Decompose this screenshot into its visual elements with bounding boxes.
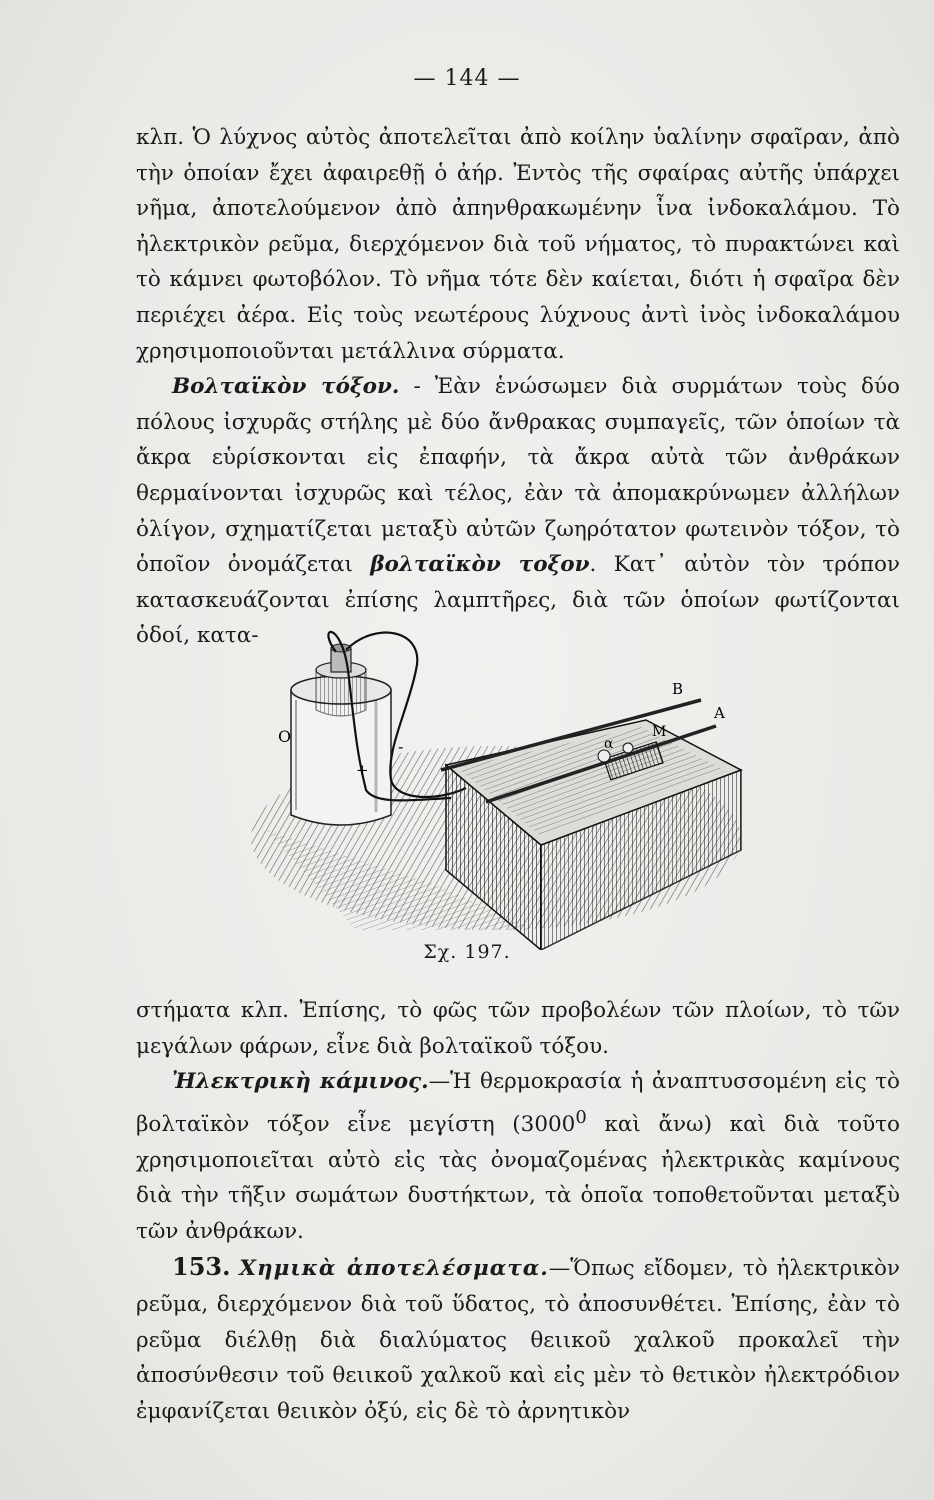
figure-caption: Σχ. 197. — [423, 941, 511, 963]
section-number: 153. — [172, 1252, 231, 1282]
label-b: B — [672, 680, 684, 698]
label-o: O — [278, 727, 292, 746]
paragraph-chemical-effects — [136, 1249, 900, 1429]
furnace-body-b: καὶ ἄνω) καὶ διὰ τοῦτο χρησιμοποιεῖται αὐτὸ εἰς τὰς ὀνομαζομένας ἠλεκτρικὰς καμίνους διὰ τὴν τῆξιν σωμάτων δυστήκτων, τὰ ὁποῖα τοποθετοῦνται μεταξὺ τῶν ἀνθράκων. — [136, 1111, 900, 1244]
upper-text-block — [136, 120, 900, 654]
label-plus: + — [356, 761, 369, 779]
heading-electric-furnace: Ἠλεκτρικὴ κάμινος. — [172, 1069, 429, 1095]
degree-superscript: 0 — [575, 1106, 587, 1128]
label-alpha: α — [604, 736, 614, 752]
lower-text-block — [136, 993, 900, 1429]
label-a: A — [714, 704, 725, 722]
voltaic-arc-tail: . Κατ᾽ αὐτὸν τὸν τρόπον κατασκευάζονται ἐπίσης λαμπτῆρες, διὰ τῶν ὁποίων φωτίζονται ὁδοί, κατα- — [136, 552, 901, 649]
paragraph-electric-furnace — [136, 1064, 900, 1249]
paragraph-searchlights: στήματα κλπ. Ἐπίσης, τὸ φῶς τῶν προβολέων τῶν πλοίων, τὸ τῶν μεγάλων φάρων, εἶνε διὰ βολταϊκοῦ τόξου. — [136, 998, 900, 1059]
chemical-effects-body: —Ὅπως εἴδομεν, τὸ ἠλεκτρικὸν ρεῦμα, διερχόμενον διὰ τοῦ ὕδατος, τὸ ἀποσυνθέτει. Ἐπίσης, ἐὰν τὸ ρεῦμα διέλθῃ διὰ διαλύματος θειικοῦ χαλκοῦ προκαλεῖ τὴν ἀποσύνθεσιν τοῦ θειικοῦ χαλκοῦ καὶ εἰς μὲν τὸ θετικὸν ἠλεκτρόδιον ἐμφανίζεται θειικὸν ὀξύ, εἰς δὲ τὸ ἀρνητικὸν — [136, 1256, 900, 1424]
paragraph-lamp: κλπ. Ὁ λύχνος αὐτὸς ἀποτελεῖται ἀπὸ κοίλην ὑαλίνην σφαῖραν, ἀπὸ τὴν ὁποίαν ἔχει ἀφαιρεθῇ ὁ ἀήρ. Ἐντὸς τῆς σφαίρας αὐτῆς ὑπάρχει νῆμα, ἀποτελούμενον ἀπὸ ἀπηνθρακωμένην ἶνα ἰνδοκαλάμου. Τὸ ἠλεκτρικὸν ρεῦμα, διερχόμενον διὰ τοῦ νήματος, τὸ πυρακτώνει καὶ τὸ κάμνει φωτοβόλον. Τὸ νῆμα τότε δὲν καίεται, διότι ἡ σφαῖρα δὲν περιέχει ἀέρα. Εἰς τοὺς νεωτέρους λύχνους ἀντὶ ἰνὸς ἰνδοκαλάμου χρησιμοποιοῦνται μετάλλινα σύρματα. — [136, 125, 900, 364]
heading-voltaic-arc: Βολταϊκὸν τόξον. — [172, 374, 400, 400]
voltaic-arc-body: - Ἐὰν ἑνώσωμεν διὰ συρμάτων τοὺς δύο πόλους ἰσχυρᾶς στήλης μὲ δύο ἄνθρακας συμπαγεῖς, τῶν ὁποίων τὰ ἄκρα εὑρίσκονται εἰς ἐπαφήν, τὰ ἄκρα αὐτὰ τῶν ἀνθράκων θερμαίνονται ἰσχυρῶς καὶ τέλος, ἐὰν τὰ ἀπομακρύνωμεν ἀλλήλων ὀλίγον, σχηματίζεται μεταξὺ αὐτῶν ζωηρότατον φωτεινὸν τόξον, τὸ ὁποῖον ὀνομάζεται — [136, 374, 900, 578]
figure-voltaic-arc-apparatus — [236, 630, 756, 950]
term-voltaic-arc: βολταϊκὸν τοξον — [370, 552, 590, 578]
furnace-body-a: —Ἡ θερμοκρασία ἡ ἀναπτυσσομένη εἰς τὸ βολταϊκὸν τόξον εἶνε μεγίστη (3000 — [136, 1069, 900, 1137]
apparatus-illustration — [236, 630, 756, 950]
paragraph-voltaic-arc — [136, 369, 900, 654]
page-number: — 144 — — [413, 66, 521, 91]
section-title: Χημικὰ ἀποτελέσματα. — [239, 1256, 549, 1282]
label-minus: - — [398, 737, 404, 756]
label-m: M — [652, 724, 667, 740]
